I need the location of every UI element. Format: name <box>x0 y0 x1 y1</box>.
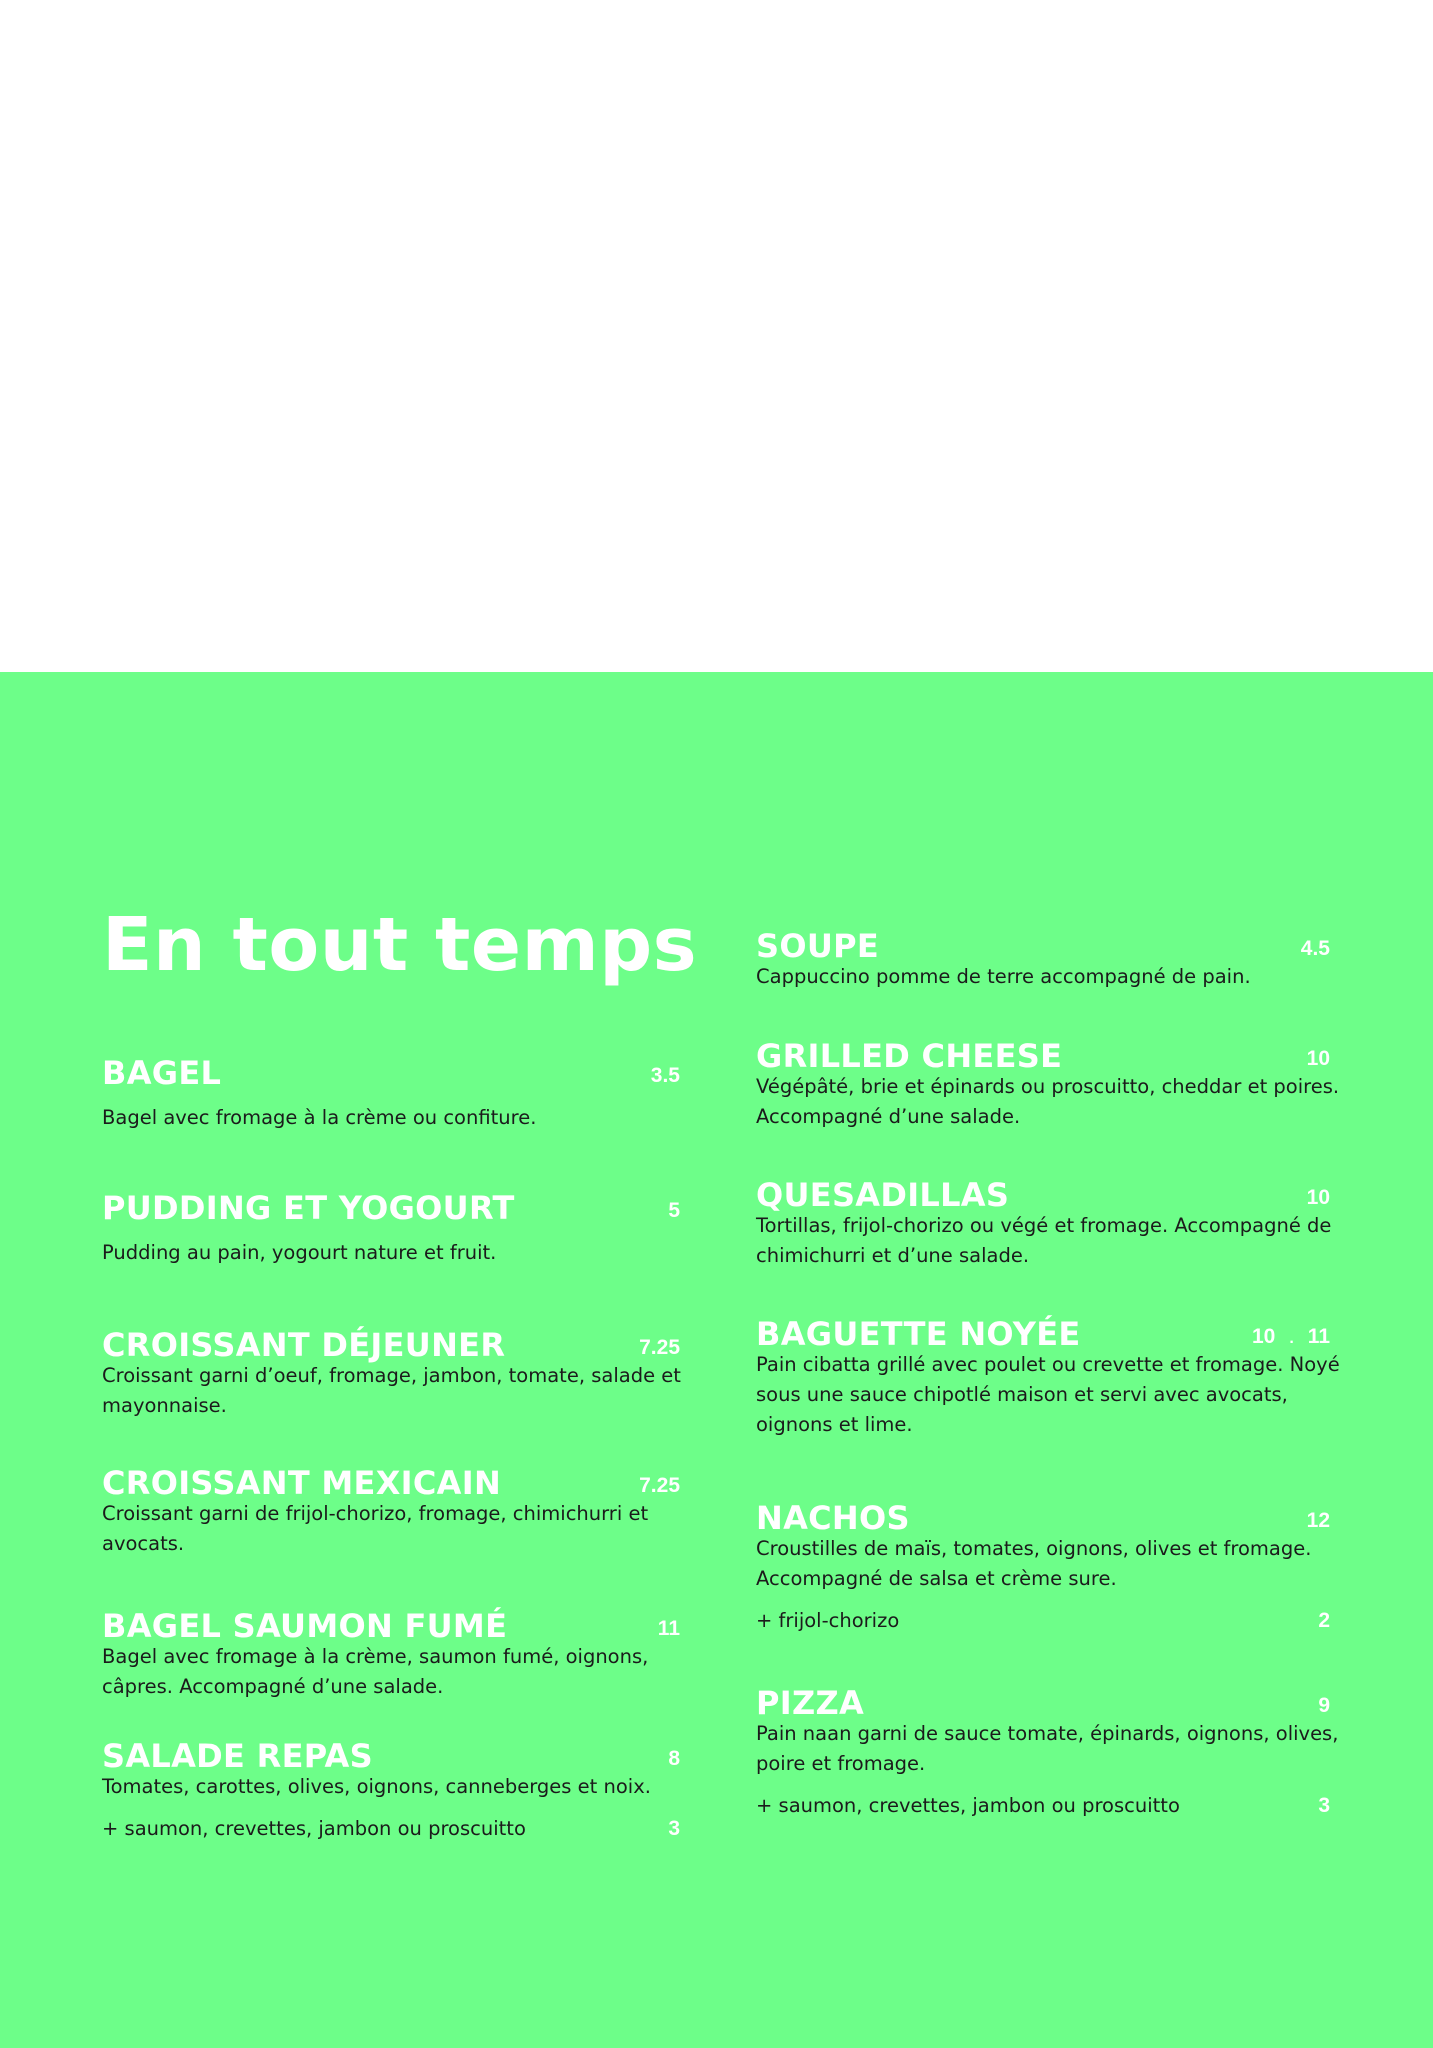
item-name: BAGUETTE NOYÉE <box>756 1315 1081 1353</box>
item-name: SOUPE <box>756 927 880 965</box>
item-description: Tomates, carottes, olives, oignons, canneberges et noix. <box>102 1775 651 1798</box>
item-name: QUESADILLAS <box>756 1176 1010 1214</box>
price-separator: . <box>1289 1330 1294 1347</box>
item-price: 11 <box>657 1617 680 1640</box>
item-price: 10 <box>1306 1047 1330 1070</box>
item-name: NACHOS <box>756 1499 910 1537</box>
item-name: CROISSANT MEXICAIN <box>102 1464 502 1502</box>
item-name: GRILLED CHEESE <box>756 1037 1063 1075</box>
item-price: 5 <box>668 1199 680 1222</box>
item-price: 7.25 <box>639 1474 680 1497</box>
item-description: Cappuccino pomme de terre accompagné de pain. <box>756 965 1251 988</box>
item-description: Pain naan garni de sauce tomate, épinards, oignons, olives, poire et fromage. <box>756 1722 1339 1775</box>
item-description: Tortillas, frijol-chorizo ou végé et fromage. Accompagné de chimichurri et d’une salade. <box>756 1214 1332 1267</box>
item-description: Pain cibatta grillé avec poulet ou crevette et fromage. Noyé sous une sauce chipotlé maison et servi avec avocats, oignons et lime. <box>756 1353 1340 1436</box>
item-description: Croissant garni de frijol-chorizo, fromage, chimichurri et avocats. <box>102 1502 649 1555</box>
price-low: 10 <box>1251 1325 1276 1348</box>
price-high: 11 <box>1307 1325 1330 1348</box>
addon-price: 3 <box>668 1817 680 1840</box>
item-price: 7.25 <box>639 1336 680 1359</box>
item-name: PIZZA <box>756 1684 865 1722</box>
item-description: Pudding au pain, yogourt nature et fruit. <box>102 1241 497 1264</box>
item-price: 3.5 <box>650 1064 680 1087</box>
addon-price: 2 <box>1318 1609 1330 1632</box>
addon-label: + frijol-chorizo <box>756 1609 900 1632</box>
item-addon <box>756 1606 1330 1636</box>
item-price: 12 <box>1306 1509 1330 1532</box>
item-description: Végépâté, brie et épinards ou proscuitto, cheddar et poires. Accompagné d’une salade. <box>756 1075 1340 1128</box>
section-title: En tout temps <box>102 902 698 988</box>
item-name: BAGEL SAUMON FUMÉ <box>102 1607 508 1645</box>
addon-label: + saumon, crevettes, jambon ou proscuitto <box>102 1817 526 1840</box>
item-price: 9 <box>1318 1694 1330 1717</box>
item-price: 8 <box>668 1747 680 1770</box>
item-addon <box>756 1791 1330 1821</box>
item-addon <box>102 1814 680 1844</box>
item-description: Croissant garni d’oeuf, fromage, jambon, tomate, salade et mayonnaise. <box>102 1364 681 1417</box>
item-price-range <box>1252 1324 1330 1352</box>
addon-price: 3 <box>1318 1794 1330 1817</box>
item-description: Bagel avec fromage à la crème, saumon fumé, oignons, câpres. Accompagné d’une salade. <box>102 1645 649 1698</box>
item-description: Croustilles de maïs, tomates, oignons, olives et fromage. Accompagné de salsa et crème sure. <box>756 1537 1312 1590</box>
item-price: 4.5 <box>1300 937 1330 960</box>
item-name: PUDDING ET YOGOURT <box>102 1189 515 1227</box>
item-name: BAGEL <box>102 1054 222 1092</box>
addon-label: + saumon, crevettes, jambon ou proscuitto <box>756 1794 1180 1817</box>
item-name: SALADE REPAS <box>102 1737 373 1775</box>
item-name: CROISSANT DÉJEUNER <box>102 1326 506 1364</box>
item-price: 10 <box>1306 1186 1330 1209</box>
item-description: Bagel avec fromage à la crème ou confiture. <box>102 1106 537 1129</box>
